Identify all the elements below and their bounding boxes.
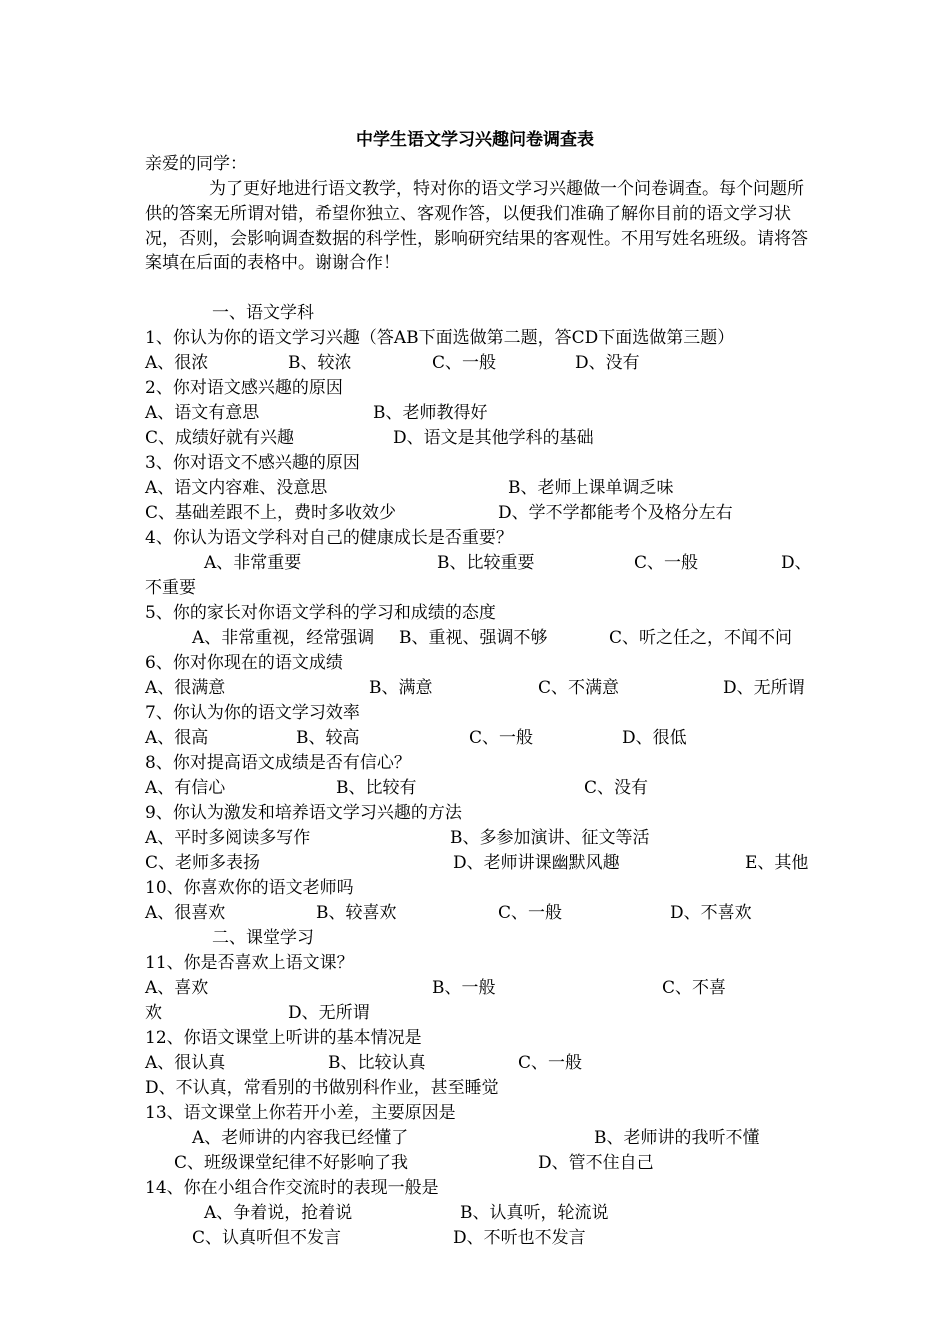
- question-4: 4、你认为语文学科对自己的健康成长是否重要？: [145, 528, 513, 548]
- question-2: 2、你对语文感兴趣的原因: [145, 378, 343, 398]
- q4-option-b: B、比较重要: [437, 553, 535, 573]
- q4-option-c: C、一般: [634, 553, 699, 573]
- q11-option-b: B、一般: [432, 978, 496, 998]
- q4-option-d-continued: 不重要: [145, 578, 196, 598]
- question-1: 1、你认为你的语文学习兴趣（答AB下面选做第二题，答CD下面选做第三题）: [145, 328, 735, 348]
- q2-option-d: D、语文是其他学科的基础: [393, 428, 594, 448]
- q1-option-d: D、没有: [575, 353, 640, 373]
- q3-option-c: C、基础差跟不上，费时多收效少: [145, 503, 397, 523]
- q11-option-c: C、不喜: [662, 978, 727, 998]
- intro-paragraph: 为了更好地进行语文教学，特对你的语文学习兴趣做一个问卷调查。每个问题所供的答案无所谓对错，希望你独立、客观作答，以便我们准确了解你目前的语文学习状况，否则，会影响调查数据的科学性，影响研究结果的客观性。不用写姓名班级。请将答案填在后面的表格中。谢谢合作！: [145, 179, 808, 274]
- q2-option-b: B、老师教得好: [373, 403, 488, 423]
- q10-option-d: D、不喜欢: [670, 903, 752, 923]
- q5-option-a: A、非常重视，经常强调: [192, 628, 375, 648]
- q6-option-c: C、不满意: [538, 678, 620, 698]
- q9-option-a: A、平时多阅读多写作: [145, 828, 311, 848]
- q14-option-b: B、认真听，轮流说: [460, 1203, 609, 1223]
- q12-option-a: A、很认真: [145, 1053, 226, 1073]
- question-14: 14、你在小组合作交流时的表现一般是: [145, 1178, 439, 1198]
- question-7: 7、你认为你的语文学习效率: [145, 703, 360, 723]
- question-10: 10、你喜欢你的语文老师吗: [145, 878, 354, 898]
- q13-option-b: B、老师讲的我听不懂: [594, 1128, 760, 1148]
- question-13: 13、语文课堂上你若开小差，主要原因是: [145, 1103, 456, 1123]
- q4-option-a: A、非常重要: [204, 553, 302, 573]
- q3-option-d: D、学不学都能考个及格分左右: [498, 503, 733, 523]
- q1-option-b: B、较浓: [288, 353, 352, 373]
- q3-option-b: B、老师上课单调乏味: [508, 478, 674, 498]
- page-title: 中学生语文学习兴趣问卷调查表: [356, 130, 594, 150]
- q5-option-b: B、重视、强调不够: [399, 628, 548, 648]
- q12-option-d: D、不认真，常看别的书做别科作业，甚至睡觉: [145, 1078, 499, 1098]
- question-8: 8、你对提高语文成绩是否有信心？: [145, 753, 411, 773]
- q4-option-d: D、: [781, 553, 812, 573]
- q10-option-b: B、较喜欢: [316, 903, 397, 923]
- q13-option-c: C、班级课堂纪律不好影响了我: [174, 1153, 409, 1173]
- section-heading-1: 一、语文学科: [212, 303, 314, 323]
- q12-option-c: C、一般: [518, 1053, 583, 1073]
- q2-option-a: A、语文有意思: [145, 403, 260, 423]
- q14-option-a: A、争着说，抢着说: [204, 1203, 353, 1223]
- q6-option-a: A、很满意: [145, 678, 226, 698]
- q9-option-e: E、其他: [745, 853, 809, 873]
- question-12: 12、你语文课堂上听讲的基本情况是: [145, 1028, 422, 1048]
- q6-option-d: D、无所谓: [723, 678, 805, 698]
- q2-option-c: C、成绩好就有兴趣: [145, 428, 295, 448]
- q8-option-a: A、有信心: [145, 778, 226, 798]
- q7-option-c: C、一般: [469, 728, 534, 748]
- q11-option-d: D、无所谓: [288, 1003, 370, 1023]
- q7-option-a: A、很高: [145, 728, 209, 748]
- q10-option-c: C、一般: [498, 903, 563, 923]
- q1-option-a: A、很浓: [145, 353, 209, 373]
- section-heading-2: 二、课堂学习: [212, 928, 314, 948]
- q13-option-d: D、管不住自己: [538, 1153, 654, 1173]
- q3-option-a: A、语文内容难、没意思: [145, 478, 328, 498]
- q14-option-c: C、认真听但不发言: [192, 1228, 342, 1248]
- question-6: 6、你对你现在的语文成绩: [145, 653, 343, 673]
- q8-option-b: B、比较有: [336, 778, 417, 798]
- q9-option-d: D、老师讲课幽默风趣: [453, 853, 620, 873]
- question-11: 11、你是否喜欢上语文课？: [145, 953, 354, 973]
- q11-option-c-continued: 欢: [145, 1003, 162, 1023]
- q6-option-b: B、满意: [369, 678, 433, 698]
- q5-option-c: C、听之任之，不闻不问: [609, 628, 793, 648]
- q12-option-b: B、比较认真: [328, 1053, 426, 1073]
- q11-option-a: A、喜欢: [145, 978, 209, 998]
- question-5: 5、你的家长对你语文学科的学习和成绩的态度: [145, 603, 496, 623]
- q9-option-b: B、多参加演讲、征文等活: [450, 828, 650, 848]
- question-9: 9、你认为激发和培养语文学习兴趣的方法: [145, 803, 462, 823]
- q7-option-d: D、很低: [622, 728, 687, 748]
- q8-option-c: C、没有: [584, 778, 649, 798]
- q10-option-a: A、很喜欢: [145, 903, 226, 923]
- q1-option-c: C、一般: [432, 353, 497, 373]
- greeting: 亲爱的同学：: [145, 154, 247, 174]
- q13-option-a: A、老师讲的内容我已经懂了: [192, 1128, 409, 1148]
- q7-option-b: B、较高: [296, 728, 360, 748]
- question-3: 3、你对语文不感兴趣的原因: [145, 453, 360, 473]
- q9-option-c: C、老师多表扬: [145, 853, 261, 873]
- q14-option-d: D、不听也不发言: [453, 1228, 586, 1248]
